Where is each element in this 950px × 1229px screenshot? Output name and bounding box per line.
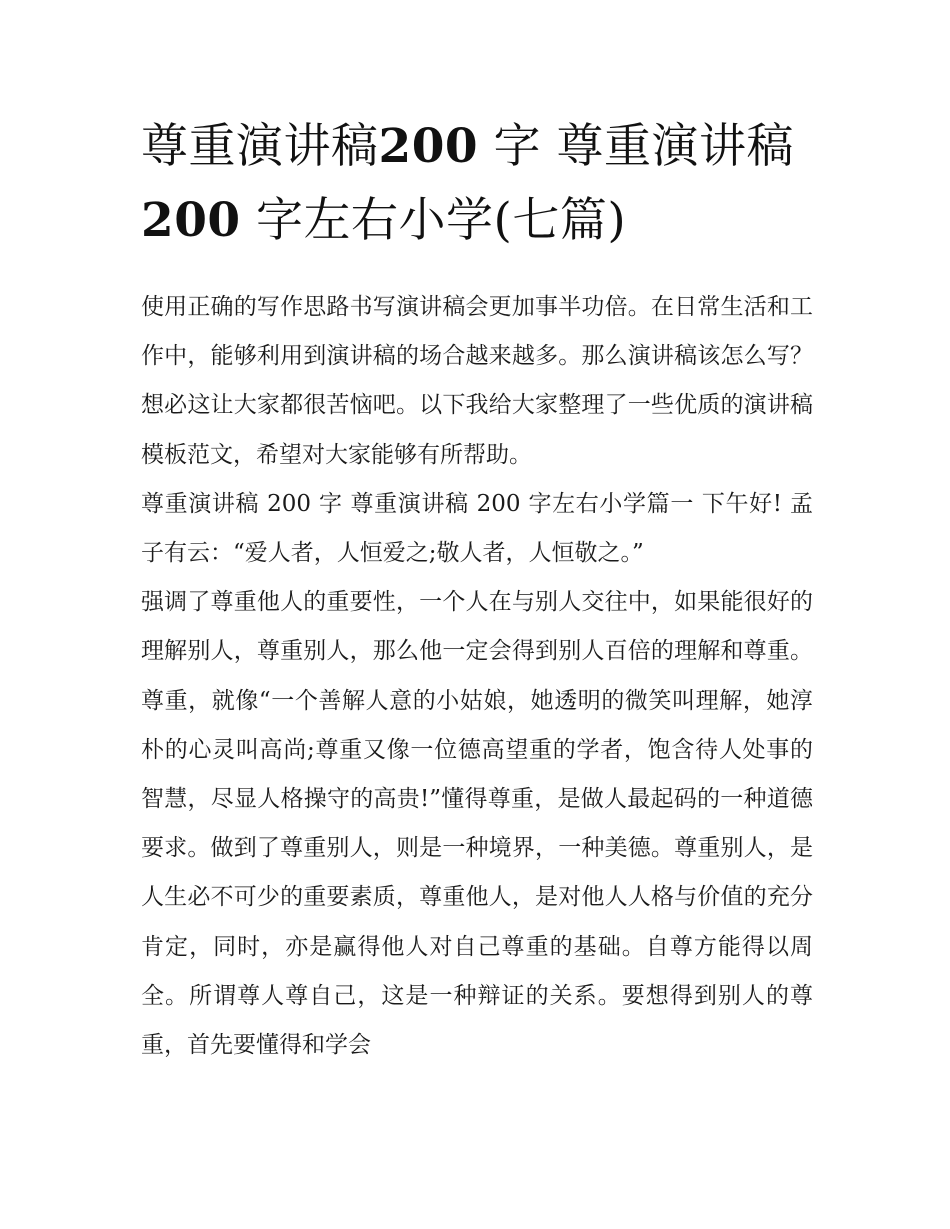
title-part: 字 尊重演讲稿 bbox=[478, 119, 794, 174]
intro-paragraph: 使用正确的写作思路书写演讲稿会更加事半功倍。在日常生活和工作中，能够利用到演讲稿的场合越来越多。那么演讲稿该怎么写？想必这让大家都很苦恼吧。以下我给大家整理了一些优质的演讲稿模板范文，希望对大家能够有所帮助。 bbox=[141, 294, 813, 468]
title-part: 字左右小学(七篇) bbox=[240, 193, 627, 248]
title-part: 200 bbox=[378, 119, 479, 174]
body-paragraph: 尊重演讲稿 200 字 尊重演讲稿 200 字左右小学篇一 下午好! 孟子有云：“爱人者，人恒爱之;敬人者，人恒敬之。” bbox=[141, 490, 813, 567]
title-part: 200 bbox=[141, 193, 241, 248]
title-part: 尊重演讲稿 bbox=[141, 119, 379, 174]
body-paragraph: 强调了尊重他人的重要性，一个人在与别人交往中，如果能很好的理解别人，尊重别人，那么他一定会得到别人百倍的理解和尊重。尊重，就像“一个善解人意的小姑娘，她透明的微笑叫理解，她淳朴的心灵叫高尚;尊重又像一位德高望重的学者，饱含待人处事的智慧，尽显人格操守的高贵!”懂得尊重，是做人最起码的一种道德要求。做到了尊重别人，则是一种境界，一种美德。尊重别人，是人生必不可少的重要素质，尊重他人，是对他人人格与价值的充分肯定，同时，亦是赢得他人对自己尊重的基础。自尊方能得以周全。所谓尊人尊自己，这是一种辩证的关系。要想得到别人的尊重，首先要懂得和学会 bbox=[141, 589, 813, 1059]
document-content bbox=[141, 110, 813, 1070]
document-title bbox=[141, 110, 813, 258]
